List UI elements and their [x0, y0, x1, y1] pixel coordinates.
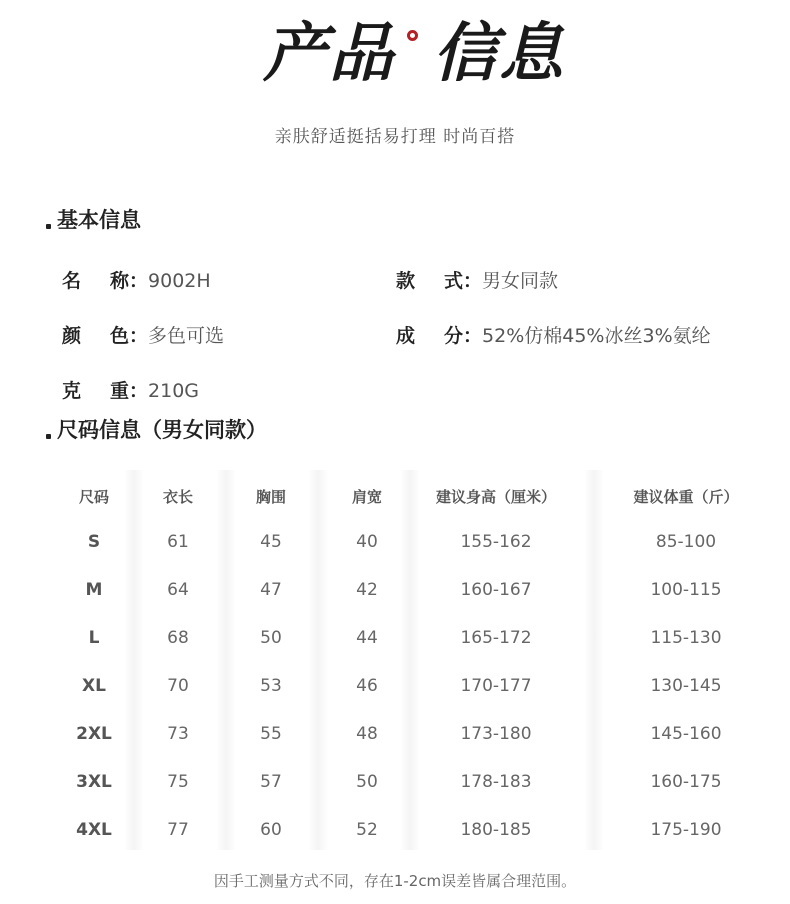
cell-weight: 85-100	[655, 532, 717, 552]
cell-length: 61	[167, 532, 189, 552]
info-weight-value: 210G	[148, 380, 200, 402]
cell-shoulder: 40	[356, 532, 378, 552]
page-subtitle: 亲肤舒适挺括易打理 时尚百搭	[274, 127, 516, 147]
size-table	[46, 470, 762, 850]
header-shoulder: 肩宽	[351, 488, 382, 506]
size-info-heading	[46, 414, 267, 444]
info-name-value: 9002H	[148, 270, 211, 292]
header-size: 尺码	[78, 488, 109, 506]
cell-weight: 100-115	[650, 580, 722, 600]
cell-shoulder: 44	[356, 628, 378, 648]
page-header	[0, 18, 790, 90]
cell-shoulder: 52	[356, 820, 378, 840]
cell-length: 64	[167, 580, 189, 600]
cell-length: 77	[167, 820, 189, 840]
cell-shoulder: 46	[356, 676, 378, 696]
column-shoulder	[322, 470, 412, 850]
bullet-icon	[46, 434, 51, 439]
cell-length: 70	[167, 676, 189, 696]
page-title-right: 信息	[433, 16, 565, 91]
cell-shoulder: 50	[356, 772, 378, 792]
cell-chest: 55	[260, 724, 282, 744]
footnote: 因手工测量方式不同，存在1-2cm误差皆属合理范围。	[213, 872, 577, 890]
column-height	[401, 470, 591, 850]
cell-size: L	[88, 628, 100, 648]
cell-height: 155-162	[460, 532, 532, 552]
info-material-key: 成 分：	[396, 325, 483, 347]
cell-height: 160-167	[460, 580, 532, 600]
header-chest: 胸围	[255, 488, 286, 506]
basic-info-heading	[46, 204, 141, 234]
info-color-value: 多色可选	[148, 325, 225, 347]
cell-length: 68	[167, 628, 189, 648]
column-size	[54, 470, 134, 850]
column-weight	[591, 470, 781, 850]
cell-height: 165-172	[460, 628, 532, 648]
info-style-value: 男女同款	[482, 270, 559, 292]
cell-weight: 130-145	[650, 676, 722, 696]
cell-weight: 145-160	[650, 724, 722, 744]
bullet-icon	[46, 224, 51, 229]
size-info-title: 尺码信息（男女同款）	[57, 418, 267, 442]
cell-height: 180-185	[460, 820, 532, 840]
cell-size: S	[87, 532, 101, 552]
info-weight-key: 克 重：	[62, 380, 149, 402]
basic-info-title: 基本信息	[57, 208, 141, 232]
info-style-key: 款 式：	[396, 270, 483, 292]
cell-size: XL	[82, 676, 106, 696]
cell-shoulder: 42	[356, 580, 378, 600]
header-weight: 建议体重（斤）	[633, 488, 739, 506]
column-chest	[226, 470, 316, 850]
column-length	[138, 470, 218, 850]
header-height: 建议身高（厘米）	[435, 488, 556, 506]
cell-height: 173-180	[460, 724, 532, 744]
info-material-row	[396, 321, 711, 348]
cell-weight: 115-130	[650, 628, 722, 648]
cell-height: 170-177	[460, 676, 532, 696]
info-name-row	[62, 266, 211, 293]
cell-length: 73	[167, 724, 189, 744]
cell-size: 4XL	[76, 820, 112, 840]
cell-size: 2XL	[76, 724, 112, 744]
title-ring-icon	[407, 30, 418, 41]
cell-size: M	[85, 580, 103, 600]
header-length: 衣长	[162, 488, 193, 506]
cell-shoulder: 48	[356, 724, 378, 744]
info-weight-row	[62, 376, 199, 403]
cell-height: 178-183	[460, 772, 532, 792]
cell-length: 75	[167, 772, 189, 792]
cell-weight: 175-190	[650, 820, 722, 840]
cell-weight: 160-175	[650, 772, 722, 792]
info-material-value: 52%仿棉45%冰丝3%氨纶	[482, 325, 711, 347]
info-style-row	[396, 266, 558, 293]
cell-chest: 57	[260, 772, 282, 792]
cell-chest: 47	[260, 580, 282, 600]
info-color-key: 颜 色：	[62, 325, 149, 347]
cell-size: 3XL	[76, 772, 112, 792]
cell-chest: 45	[260, 532, 282, 552]
page-title-left: 产品	[263, 16, 395, 91]
info-name-key: 名 称：	[62, 270, 149, 292]
info-color-row	[62, 321, 224, 348]
cell-chest: 60	[260, 820, 282, 840]
cell-chest: 50	[260, 628, 282, 648]
cell-chest: 53	[260, 676, 282, 696]
